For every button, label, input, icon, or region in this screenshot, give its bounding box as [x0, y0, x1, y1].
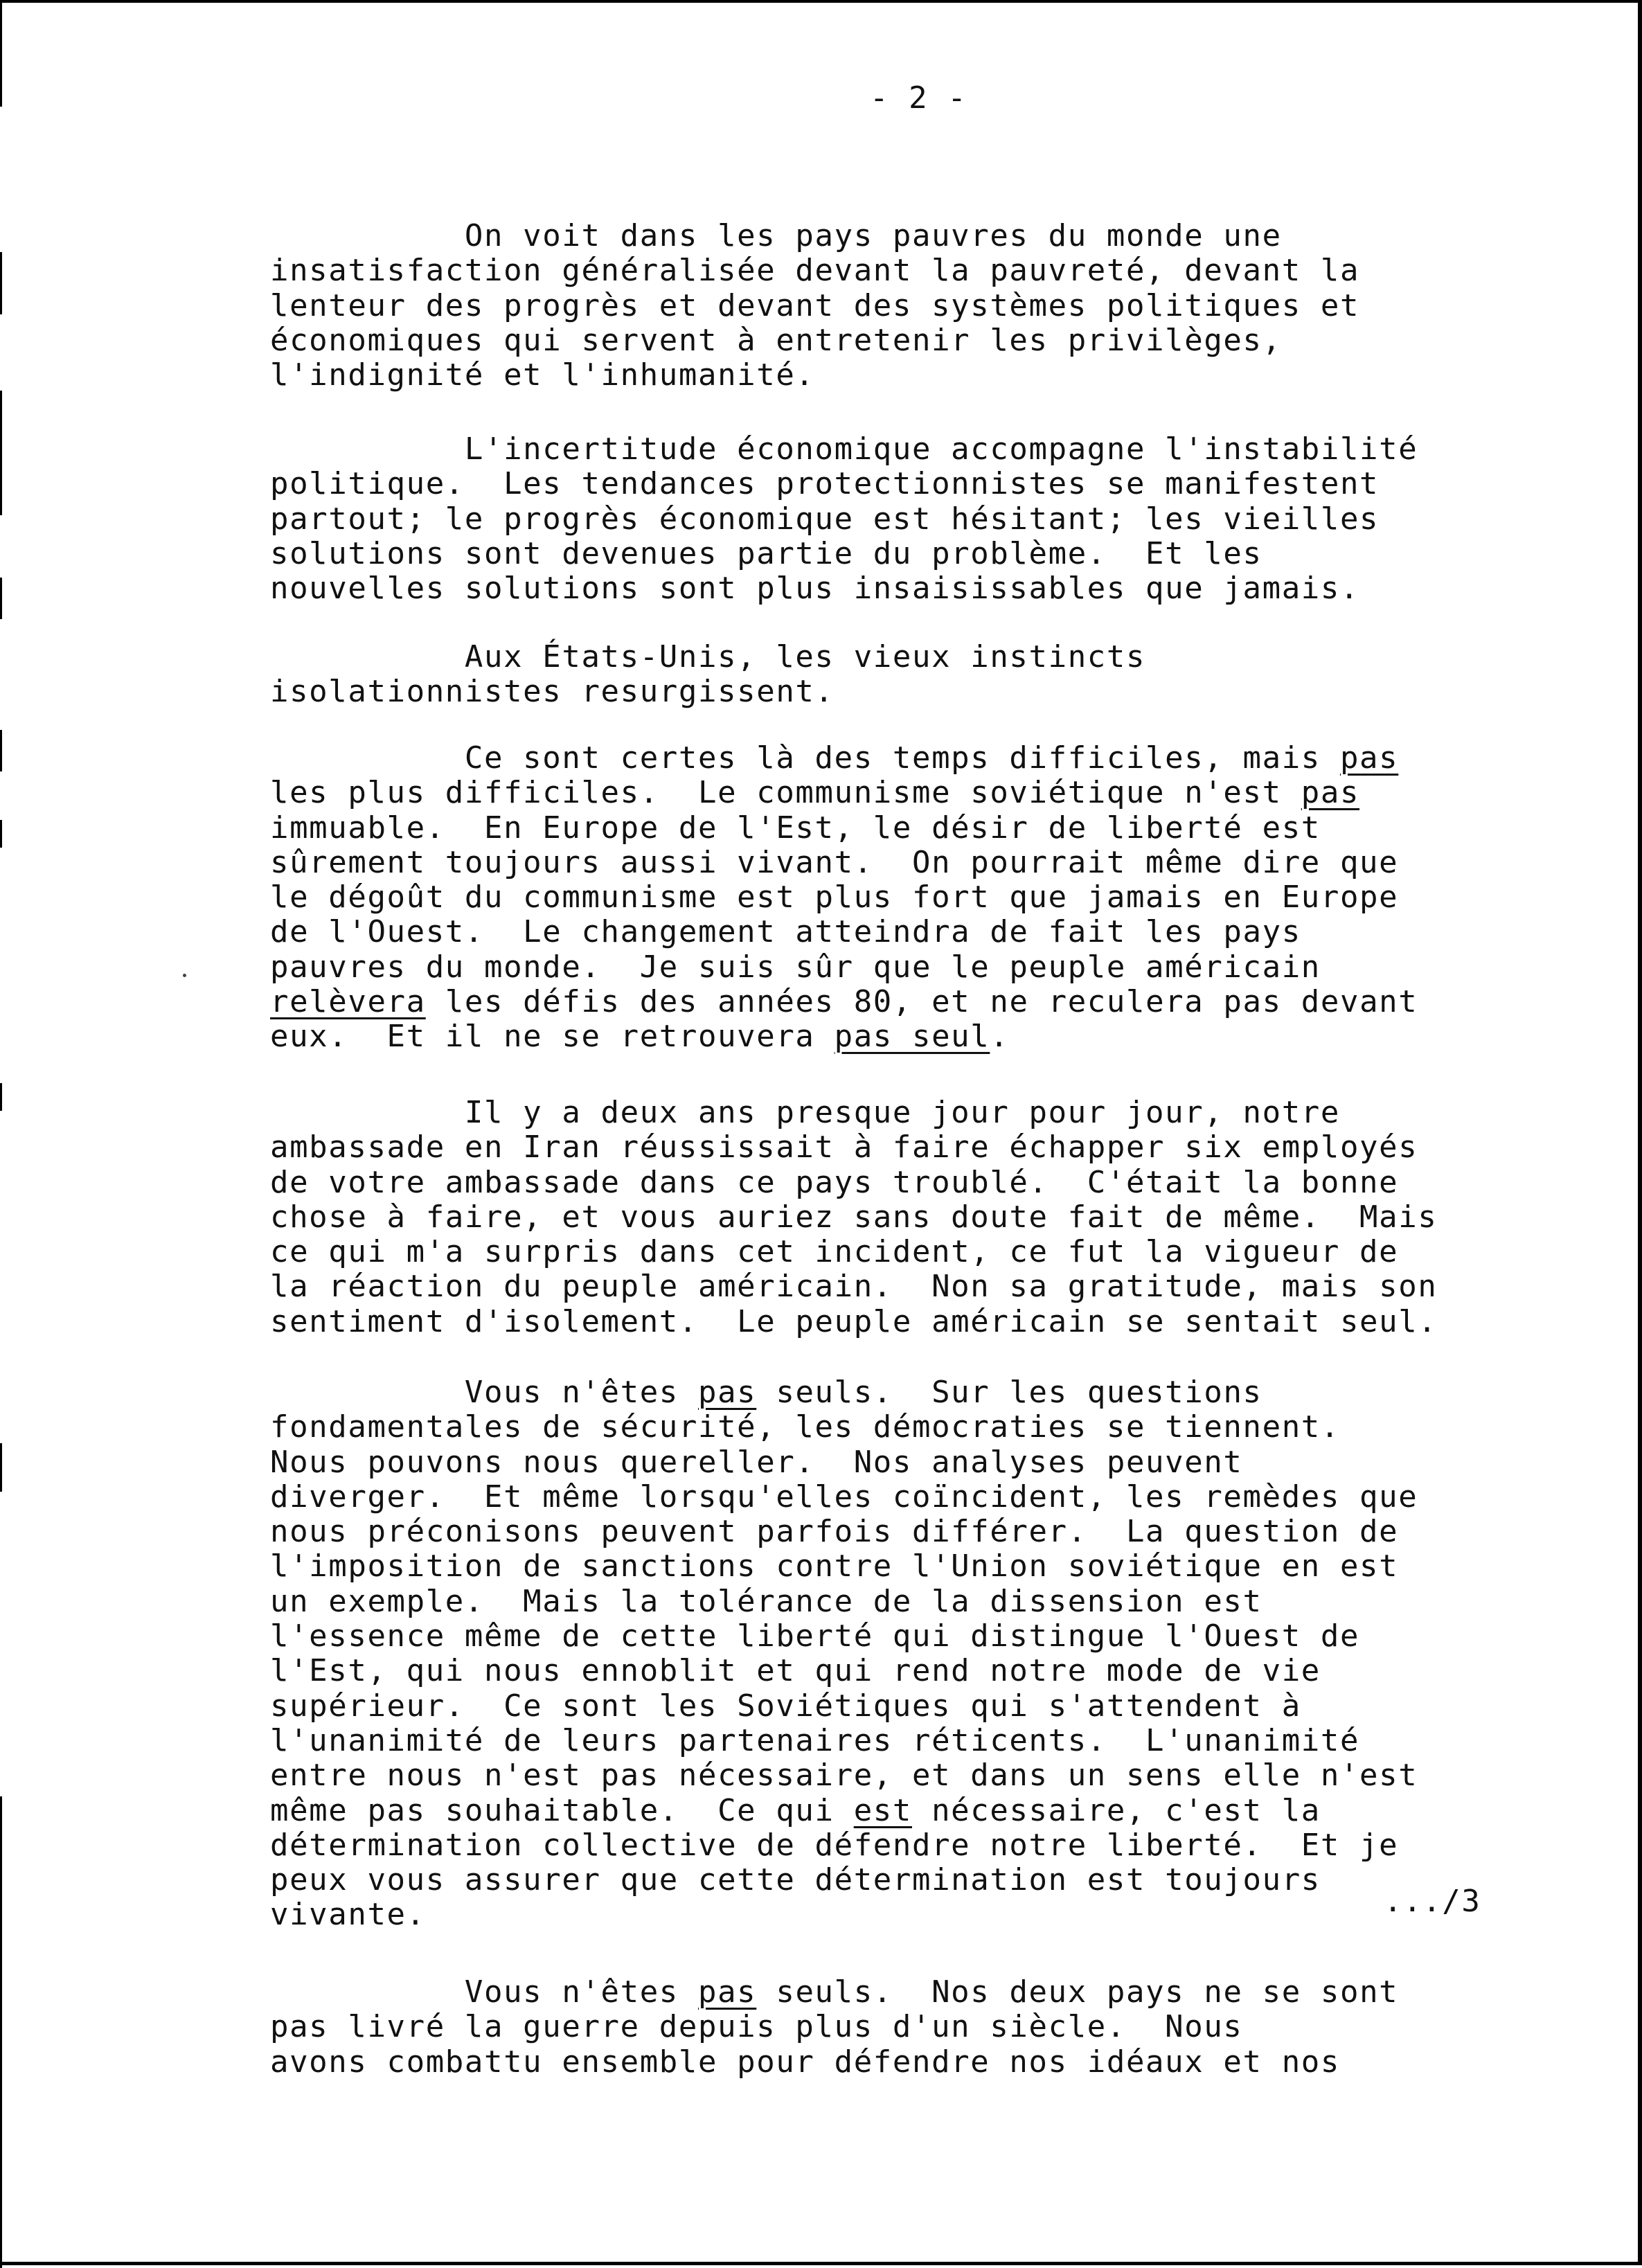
text-run: Aux États-Unis, les vieux instincts: [270, 639, 1146, 675]
text-line: [270, 1200, 1558, 1235]
text-run: solutions sont devenues partie du problème. Et les: [270, 535, 1262, 571]
text-run: pas livré la guerre depuis plus d'un siècle. Nous: [270, 2009, 1243, 2045]
text-run: économiques qui servent à entretenir les privilèges,: [270, 322, 1282, 358]
text-run: supérieur. Ce sont les Soviétiques qui s'attendent à: [270, 1688, 1301, 1724]
scan-left-edge: [0, 1796, 2, 2268]
text-line: [270, 741, 1558, 776]
text-run: de l'Ouest. Le changement atteindra de fait les pays: [270, 914, 1301, 950]
text-line: [270, 675, 1558, 709]
text-run: entre nous n'est pas nécessaire, et dans un sens elle n'est: [270, 1758, 1418, 1794]
scan-left-edge: [0, 252, 2, 314]
text-line: [270, 1619, 1558, 1654]
text-run: la réaction du peuple américain. Non sa gratitude, mais son: [270, 1269, 1438, 1305]
underlined-text: pas: [698, 1974, 757, 2010]
text-line: [270, 1584, 1558, 1619]
text-run: ce qui m'a surpris dans cet incident, ce fut la vigueur de: [270, 1234, 1399, 1270]
text-line: [270, 915, 1558, 949]
scan-left-edge: [0, 1083, 2, 1111]
text-run: l'Est, qui nous ennoblit et qui rend notre mode de vie: [270, 1653, 1321, 1689]
text-line: [270, 1828, 1558, 1863]
text-line: [270, 1758, 1558, 1793]
text-line: [270, 537, 1558, 571]
text-run: l'imposition de sanctions contre l'Union soviétique en est: [270, 1548, 1399, 1584]
text-line: [270, 1375, 1558, 1410]
text-run: détermination collective de défendre notre liberté. Et je: [270, 1827, 1399, 1863]
text-run: pauvres du monde. Je suis sûr que le peuple américain: [270, 949, 1321, 985]
text-line: [270, 571, 1558, 606]
text-line: [270, 467, 1558, 501]
text-line: [270, 1480, 1558, 1515]
page-number: - 2 -: [870, 80, 967, 116]
underlined-text: pas seul: [834, 1019, 990, 1055]
scan-left-edge: [0, 1443, 2, 1492]
paragraph: [270, 1096, 1558, 1339]
text-line: [270, 323, 1558, 358]
text-line: [270, 1794, 1558, 1828]
text-line: [270, 640, 1558, 675]
paragraph: [270, 219, 1558, 393]
text-run: isolationnistes resurgissent.: [270, 674, 835, 710]
scan-speck: [183, 974, 186, 977]
text-run: .: [990, 1019, 1010, 1055]
text-line: [270, 289, 1558, 323]
text-line: [270, 1166, 1558, 1200]
underlined-text: relèvera: [270, 984, 426, 1020]
text-run: immuable. En Europe de l'Est, le désir de liberté est: [270, 810, 1321, 846]
text-run: sentiment d'isolement. Le peuple américain se sentait seul.: [270, 1303, 1438, 1339]
text-run: chose à faire, et vous auriez sans doute fait de même. Mais: [270, 1199, 1438, 1235]
text-run: l'unanimité de leurs partenaires réticents. L'unanimité: [270, 1722, 1360, 1758]
text-line: [270, 1019, 1558, 1054]
paragraph: [270, 1375, 1558, 1933]
paragraph: [270, 640, 1558, 710]
text-line: [270, 1305, 1558, 1339]
text-run: seuls. Nos deux pays ne se sont: [756, 1974, 1399, 2010]
scan-left-edge: [0, 730, 2, 771]
text-run: Il y a deux ans presque jour pour jour, notre: [270, 1095, 1340, 1130]
text-run: partout; le progrès économique est hésitant; les vieilles: [270, 501, 1380, 537]
text-line: [270, 1445, 1558, 1480]
text-run: l'essence même de cette liberté qui distingue l'Ouest de: [270, 1618, 1360, 1654]
continuation-marker: .../3: [1384, 1884, 1481, 1919]
text-run: sûrement toujours aussi vivant. On pourrait même dire que: [270, 844, 1399, 880]
text-line: [270, 1096, 1558, 1130]
text-run: On voit dans les pays pauvres du monde une: [270, 218, 1282, 253]
text-line: [270, 1130, 1558, 1165]
text-run: les défis des années 80, et ne reculera pas devant: [425, 984, 1418, 1020]
text-run: politique. Les tendances protectionnistes se manifestent: [270, 466, 1380, 502]
text-run: diverger. Et même lorsqu'elles coïncident, les remèdes que: [270, 1479, 1418, 1515]
text-line: [270, 253, 1558, 288]
text-line: [270, 2045, 1558, 2080]
text-line: [270, 880, 1558, 915]
text-run: ambassade en Iran réussissait à faire échapper six employés: [270, 1129, 1418, 1166]
text-run: même pas souhaitable. Ce qui: [270, 1792, 854, 1828]
text-line: [270, 950, 1558, 985]
text-line: [270, 811, 1558, 846]
text-run: eux. Et il ne se retrouvera: [270, 1019, 835, 1055]
underlined-text: pas: [698, 1375, 757, 1410]
text-run: L'incertitude économique accompagne l'instabilité: [270, 431, 1418, 467]
text-line: [270, 1689, 1558, 1724]
text-run: insatisfaction généralisée devant la pauvreté, devant la: [270, 253, 1360, 289]
text-run: vivante.: [270, 1897, 426, 1933]
text-run: nouvelles solutions sont plus insaisissables que jamais.: [270, 571, 1360, 607]
text-line: [270, 219, 1558, 253]
underlined-text: est: [853, 1792, 912, 1828]
text-run: Vous n'êtes: [270, 1375, 698, 1410]
scan-left-edge: [0, 3, 2, 107]
text-line: [270, 1975, 1558, 2010]
text-run: Ce sont certes là des temps difficiles, mais: [270, 740, 1340, 776]
text-line: [270, 776, 1558, 810]
text-line: [270, 1410, 1558, 1445]
text-line: [270, 358, 1558, 393]
text-run: avons combattu ensemble pour défendre nos idéaux et nos: [270, 2044, 1340, 2080]
text-line: [270, 1235, 1558, 1269]
text-run: nécessaire, c'est la: [912, 1792, 1321, 1828]
text-line: [270, 1654, 1558, 1688]
text-line: [270, 1863, 1558, 1898]
text-line: [270, 502, 1558, 537]
text-line: [270, 1724, 1558, 1758]
text-run: de votre ambassade dans ce pays troublé. C'était la bonne: [270, 1164, 1399, 1200]
text-line: [270, 1269, 1558, 1304]
text-line: [270, 1898, 1558, 1932]
paragraph: [270, 432, 1558, 606]
scan-left-edge: [0, 820, 2, 848]
text-run: nous préconisons peuvent parfois différer. La question de: [270, 1514, 1399, 1550]
text-run: Vous n'êtes: [270, 1974, 698, 2010]
text-run: le dégoût du communisme est plus fort que jamais en Europe: [270, 879, 1399, 916]
underlined-text: pas: [1301, 775, 1360, 811]
text-line: [270, 985, 1558, 1019]
text-run: lenteur des progrès et devant des systèmes politiques et: [270, 287, 1360, 323]
text-run: peux vous assurer que cette détermination est toujours: [270, 1862, 1321, 1898]
underlined-text: pas: [1339, 740, 1399, 776]
text-line: [270, 2010, 1558, 2044]
text-run: seuls. Sur les questions: [756, 1375, 1262, 1410]
text-line: [270, 1549, 1558, 1584]
scan-left-edge: [0, 391, 2, 515]
text-run: un exemple. Mais la tolérance de la dissension est: [270, 1583, 1262, 1619]
text-line: [270, 846, 1558, 880]
text-run: fondamentales de sécurité, les démocraties se tiennent.: [270, 1409, 1340, 1445]
text-line: [270, 1515, 1558, 1549]
text-run: Nous pouvons nous quereller. Nos analyses peuvent: [270, 1444, 1243, 1480]
paragraph: [270, 741, 1558, 1055]
scan-edge-gap: [1423, 3, 1638, 12]
text-run: les plus difficiles. Le communisme soviétique n'est: [270, 775, 1301, 811]
text-run: l'indignité et l'inhumanité.: [270, 357, 815, 393]
text-line: [270, 432, 1558, 467]
scan-left-edge: [0, 578, 2, 619]
paragraph: [270, 1975, 1558, 2080]
